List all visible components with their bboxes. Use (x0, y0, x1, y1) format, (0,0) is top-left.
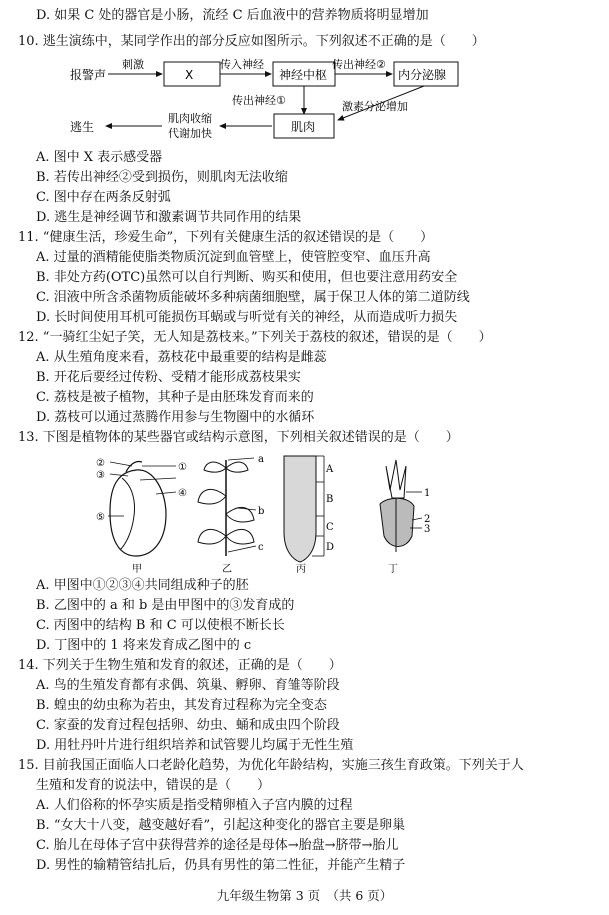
leaf-mark-c: c (258, 542, 264, 553)
flow-muscle: 肌肉 (291, 120, 316, 134)
bud-diagram (380, 460, 430, 574)
q10-stem: 10. 逃生演练中，某同学作出的部分反应如图所示。下列叙述不正确的是（ ） (18, 34, 485, 49)
seed-mark-3: ③ (96, 470, 105, 481)
root-tip-diagram (284, 456, 334, 574)
bud-mark-3: 3 (424, 524, 431, 535)
flow-escape: 逃生 (70, 120, 95, 134)
flow-hormone: 激素分泌增加 (342, 100, 408, 113)
q10-option-c: C. 图中存在两条反射弧 (36, 190, 171, 205)
seed-mark-4: ④ (178, 488, 187, 499)
leaf-mark-a: a (258, 454, 264, 465)
root-mark-a: A (326, 464, 334, 475)
q14-option-c: C. 家蚕的发育过程包括卵、幼虫、蛹和成虫四个阶段 (36, 718, 340, 733)
q14-option-b: B. 蝗虫的幼虫称为若虫，其发育过程称为完全变态 (36, 698, 327, 713)
seed-mark-1: ① (178, 462, 187, 473)
q15-option-b: B. “女大十八变，越变越好看”，引起这种变化的器官主要是卵巢 (36, 818, 406, 833)
flow-start: 报警声 (70, 68, 107, 82)
q15-stem-cont: 生殖和发育的说法中，错误的是（ ） (36, 778, 271, 793)
flow-metabolism: 代谢加快 (168, 127, 212, 140)
seedling-diagram (198, 454, 264, 574)
root-mark-d: D (326, 542, 335, 553)
bud-mark-1: 1 (424, 488, 431, 499)
q11-option-d: D. 长时间使用耳机可能损伤耳蜗或与听觉有关的神经，从而造成听力损失 (36, 310, 458, 325)
q12-option-b: B. 开花后要经过传粉、受精才能形成荔枝果实 (36, 370, 301, 385)
q11-option-a: A. 过量的酒精能使脂类物质沉淀到血管壁上，使管腔变窄、血压升高 (36, 250, 431, 265)
q12-stem: 12. “一骑红尘妃子笑，无人知是荔枝来。”下列关于荔枝的叙述，错误的是（ ） (18, 330, 492, 345)
q9-option-d: D. 如果 C 处的器官是小肠，流经 C 后血液中的营养物质将明显增加 (36, 8, 429, 23)
q15-option-a: A. 人们俗称的怀孕实质是指受精卵植入子宫内膜的过程 (36, 798, 353, 813)
leaf-mark-b: b (258, 506, 265, 517)
q14-option-d: D. 用牡丹叶片进行组织培养和试管婴儿均属于无性生殖 (36, 738, 354, 753)
q13-option-b: B. 乙图中的 a 和 b 是由甲图中的③发育成的 (36, 598, 295, 613)
bud-mark-2: 2 (424, 514, 431, 525)
q15-stem: 15. 目前我国正面临人口老龄化趋势，为优化年龄结构，实施三孩生育政策。下列关于人 (18, 758, 524, 773)
q11-option-b: B. 非处方药(OTC)虽然可以自行判断、购买和使用，但也要注意用药安全 (36, 270, 458, 285)
q13-option-d: D. 丁图中的 1 将来发育成乙图中的 c (36, 638, 252, 653)
flow-efferent2: 传出神经② (332, 58, 386, 71)
reflex-flow-diagram (60, 52, 480, 152)
flow-x: X (185, 68, 194, 82)
q14-stem: 14. 下列关于生物生殖和发育的叙述，正确的是（ ） (18, 658, 342, 673)
root-mark-c: C (326, 522, 334, 533)
page-footer: 九年级生物第 3 页 （共 6 页） (216, 888, 393, 903)
root-mark-b: B (326, 494, 334, 505)
q10-option-b: B. 若传出神经②受到损伤，则肌肉无法收缩 (36, 170, 288, 185)
q13-option-c: C. 丙图中的结构 B 和 C 可以使根不断长长 (36, 618, 285, 633)
q14-option-a: A. 鸟的生殖发育都有求偶、筑巢、孵卵、育雏等阶段 (36, 678, 340, 693)
q10-option-a: A. 图中 X 表示感受器 (36, 150, 163, 165)
flow-afferent: 传入神经 (220, 58, 264, 71)
flow-contract: 肌肉收缩 (168, 112, 212, 125)
flow-center: 神经中枢 (279, 68, 328, 82)
seed-mark-2: ② (96, 458, 105, 469)
q15-option-c: C. 胎儿在母体子宫中获得营养的途径是母体→胎盘→脐带→胎儿 (36, 838, 399, 853)
seed-diagram (96, 458, 187, 574)
q11-stem: 11. “健康生活，珍爱生命”，下列有关健康生活的叙述错误的是（ ） (18, 230, 434, 245)
flow-efferent1: 传出神经① (232, 94, 286, 107)
flow-gland: 内分泌腺 (398, 68, 447, 82)
q12-option-a: A. 从生殖角度来看，荔枝花中最重要的结构是雌蕊 (36, 350, 327, 365)
label-jia: 甲 (132, 564, 142, 574)
q11-option-c: C. 泪液中所含杀菌物质能破坏多种病菌细胞壁，属于保卫人体的第二道防线 (36, 290, 470, 305)
q12-option-d: D. 荔枝可以通过蒸腾作用参与生物圈中的水循环 (36, 410, 315, 425)
label-yi: 乙 (222, 564, 232, 574)
q13-stem: 13. 下图是植物体的某些器官或结构示意图，下列相关叙述错误的是（ ） (18, 430, 459, 445)
label-bing: 丙 (296, 564, 306, 574)
flow-stimulus: 刺激 (122, 58, 144, 71)
label-ding: 丁 (388, 564, 398, 574)
q13-option-a: A. 甲图中①②③④共同组成种子的胚 (36, 578, 249, 593)
q10-option-d: D. 逃生是神经调节和激素调节共同作用的结果 (36, 210, 302, 225)
q15-option-d: D. 男性的输精管结扎后，仍具有男性的第二性征，并能产生精子 (36, 858, 406, 873)
seed-mark-5: ⑤ (96, 512, 105, 523)
plant-structures-figure (96, 452, 456, 574)
q12-option-c: C. 荔枝是被子植物，其种子是由胚珠发育而来的 (36, 390, 314, 405)
